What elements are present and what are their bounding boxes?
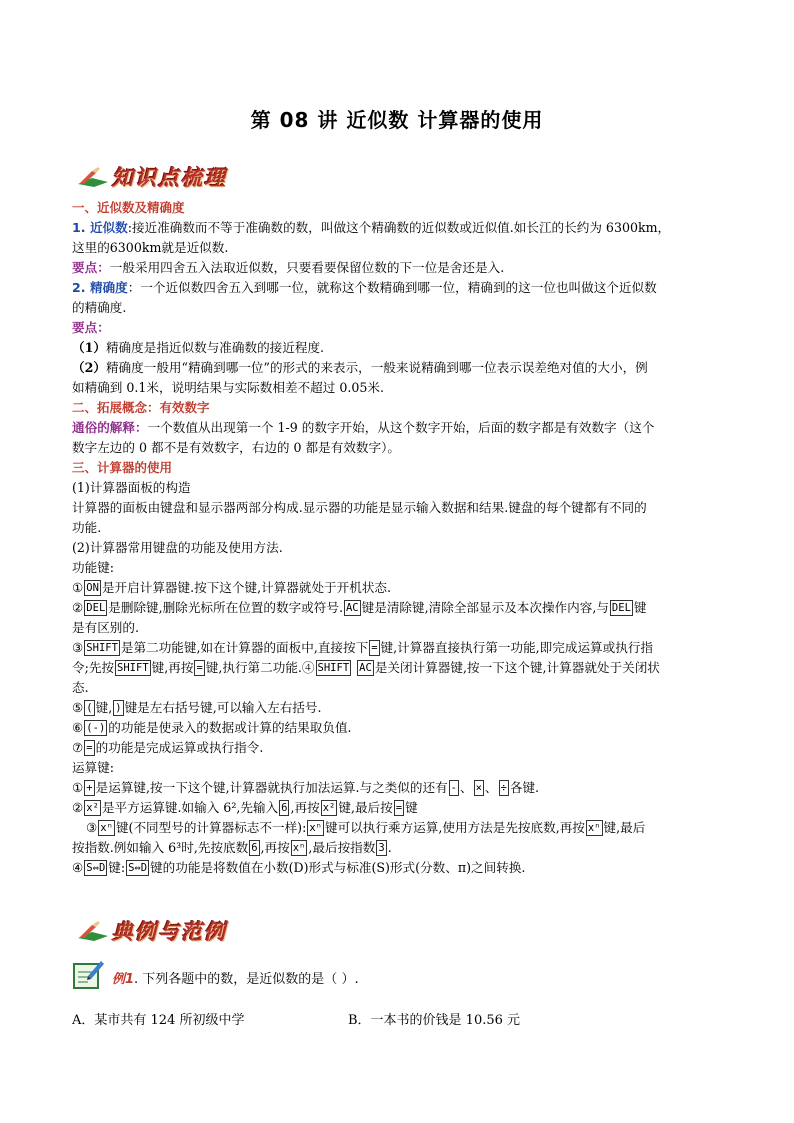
key-on: ON bbox=[86, 582, 99, 594]
pen-book-icon bbox=[76, 920, 110, 942]
section-content-1 bbox=[72, 198, 724, 878]
key-s-d: S⇔D bbox=[128, 862, 148, 874]
list-item: （1）精确度是指近似数与准确数的接近程度. bbox=[72, 340, 325, 355]
key-left-paren: ( bbox=[86, 702, 93, 714]
paragraph: 2. 精确度：一个近似数四舍五入到哪一位，就称这个数精确到哪一位，精确到的这一位也叫做这个近似数 bbox=[72, 280, 657, 295]
key-del: DEL bbox=[86, 602, 106, 614]
section-heading: 二、拓展概念：有效数字 bbox=[72, 400, 210, 415]
paragraph: 1. 近似数:接近准确数而不等于准确数的数，叫做这个精确数的近似数或近似值.如长江的长约为 6300km， bbox=[72, 220, 671, 235]
key-shift: SHIFT bbox=[117, 662, 149, 674]
key-equals: = bbox=[371, 642, 378, 654]
paragraph: 按指数.例如输入 6³时,先按底数 6 ,再按 xⁿ ,最后按指数 3 . bbox=[72, 840, 392, 855]
notebook-pencil-icon bbox=[72, 958, 106, 990]
key-equals: = bbox=[196, 662, 203, 674]
paragraph: 态. bbox=[72, 680, 89, 695]
key-square: x² bbox=[322, 802, 336, 814]
option-a: A．某市共有 124 所初级中学 bbox=[72, 1013, 245, 1028]
paragraph: ② DEL 是删除键,删除光标所在位置的数字或符号. AC 键是清除键,清除全部显示及本次操作内容,与 DEL 键 bbox=[72, 600, 647, 615]
section-banner-examples bbox=[76, 916, 227, 946]
paragraph: ③ SHIFT 是第二功能键,如在计算器的面板中,直接按下 = 键,计算器直接执行第一功能,即完成运算或执行指 bbox=[72, 640, 654, 655]
key-equals: = bbox=[395, 802, 403, 814]
paragraph: ③ xⁿ 键(不同型号的计算器标志不一样): xⁿ 键可以执行乘方运算,使用方法是先按底数,再按 xⁿ 键,最后 bbox=[86, 820, 646, 835]
paragraph: 数字左边的 0 都不是有效数字，右边的 0 都是有效数字）。 bbox=[72, 440, 400, 455]
paragraph: 是有区别的. bbox=[72, 620, 139, 635]
key-ac: AC bbox=[345, 602, 359, 614]
example-question: 例1. 下列各题中的数，是近似数的是（ ）. bbox=[112, 972, 359, 987]
key-negative: (-) bbox=[86, 722, 106, 734]
section-banner-knowledge bbox=[76, 162, 227, 192]
paragraph: 要点：一般采用四舍五入法取近似数，只要看要保留位数的下一位是舍还是入. bbox=[72, 260, 505, 275]
key-divide: ÷ bbox=[500, 782, 507, 794]
banner-title: 知识点梳理 bbox=[112, 166, 227, 190]
key-minus: - bbox=[450, 782, 457, 794]
key-power: xⁿ bbox=[100, 822, 113, 834]
key-shift: SHIFT bbox=[86, 642, 118, 654]
key-shift: SHIFT bbox=[317, 662, 350, 674]
paragraph: ⑥ (-) 的功能是使录入的数据或计算的结果取负值. bbox=[72, 720, 352, 735]
point-label: 要点： bbox=[72, 260, 110, 275]
key-plus: + bbox=[86, 782, 93, 794]
sub-heading: (1)计算器面板的构造 bbox=[72, 480, 191, 495]
paragraph: 功能. bbox=[72, 520, 102, 535]
paragraph: 这里的6300km就是近似数. bbox=[72, 240, 229, 255]
term-label: 通俗的解释： bbox=[72, 420, 148, 435]
paragraph: 的精确度. bbox=[72, 300, 127, 315]
list-item-cont: 如精确到 0.1米，说明结果与实际数相差不超过 0.05米. bbox=[72, 380, 384, 395]
list-item: （2）精确度一般用“精确到哪一位”的形式的来表示，一般来说精确到哪一位表示误差绝对值的大小，例 bbox=[72, 360, 648, 375]
key-square: x² bbox=[86, 802, 99, 814]
point-label: 要点： bbox=[72, 320, 110, 335]
section-heading: 一、近似数及精确度 bbox=[72, 200, 185, 215]
option-b: B．一本书的价钱是 10.56 元 bbox=[348, 1013, 521, 1028]
key-power: xⁿ bbox=[292, 842, 306, 854]
key-s-d: S⇔D bbox=[86, 862, 106, 874]
pen-book-icon bbox=[76, 166, 110, 188]
paragraph: 通俗的解释：一个数值从出现第一个 1-9 的数字开始，从这个数字开始，后面的数字都是有效数字（这个 bbox=[72, 420, 655, 435]
paragraph: ① ON 是开启计算器键.按下这个键,计算器就处于开机状态. bbox=[72, 580, 392, 595]
paragraph: ⑦ = 的功能是完成运算或执行指令. bbox=[72, 740, 264, 755]
term-label: 精确度 bbox=[89, 280, 128, 295]
key-right-paren: ) bbox=[115, 702, 122, 714]
paragraph: ⑤ ( 键, ) 键是左右括号键,可以输入左右括号. bbox=[72, 700, 322, 715]
key-six: 6 bbox=[251, 842, 258, 854]
paragraph: 功能键: bbox=[72, 560, 115, 575]
example-1 bbox=[72, 958, 732, 998]
paragraph: 运算键: bbox=[72, 760, 115, 775]
paragraph: ④ S⇔D 键: S⇔D 键的功能是将数值在小数(D)形式与标准(S)形式(分数、π)之间转换. bbox=[72, 860, 526, 875]
key-three: 3 bbox=[378, 842, 385, 854]
paragraph: 令;先按 SHIFT 键,再按 = 键,执行第二功能.④ SHIFT AC 是关闭计算器键,按一下这个键,计算器就处于关闭状 bbox=[72, 660, 660, 675]
key-del: DEL bbox=[611, 602, 631, 614]
paragraph: ① + 是运算键,按一下这个键,计算器就执行加法运算.与之类似的还有 - 、 × 、 ÷ 各键. bbox=[72, 780, 540, 795]
page-title: 第 08 讲 近似数 计算器的使用 bbox=[250, 108, 544, 132]
key-power: xⁿ bbox=[309, 822, 322, 834]
key-equals: = bbox=[86, 742, 93, 754]
example-label: 例1 bbox=[112, 972, 135, 987]
key-times: × bbox=[475, 782, 482, 794]
banner-title: 典例与范例 bbox=[112, 920, 227, 944]
sub-heading: (2)计算器常用键盘的功能及使用方法. bbox=[72, 540, 283, 555]
paragraph: ② x² 是平方运算键.如输入 6²,先输入 6 ,再按 x² 键,最后按 = 键 bbox=[72, 800, 418, 815]
key-six: 6 bbox=[281, 802, 288, 814]
key-ac: AC bbox=[359, 662, 372, 674]
key-power: xⁿ bbox=[587, 822, 601, 834]
section-heading: 三、计算器的使用 bbox=[72, 460, 173, 475]
paragraph: 计算器的面板由键盘和显示器两部分构成.显示器的功能是显示输入数据和结果.键盘的每个键都有不同的 bbox=[72, 500, 647, 515]
term-label: 近似数 bbox=[89, 220, 128, 235]
